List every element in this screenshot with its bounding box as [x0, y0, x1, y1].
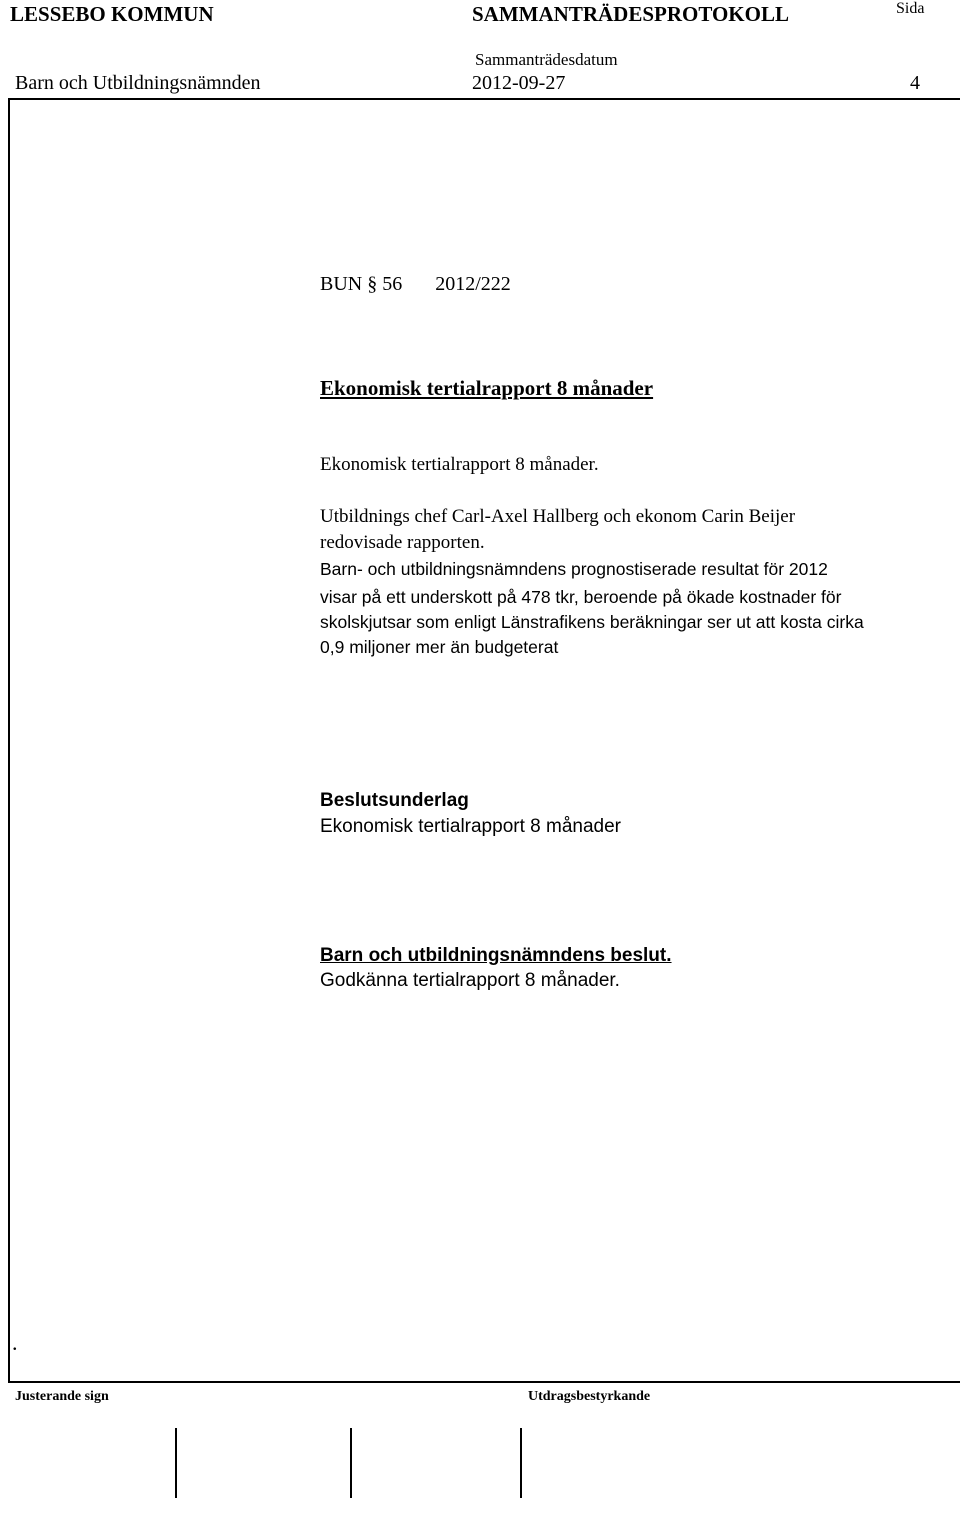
- sign-box-rule-3: [520, 1428, 522, 1498]
- date-label: Sammanträdesdatum: [475, 50, 618, 69]
- body-line-3: skolskjutsar som enligt Länstrafikens beräkningar ser ut att kosta cirka: [320, 612, 864, 632]
- footer-dot: .: [12, 1330, 18, 1355]
- page-label: Sida: [896, 0, 925, 17]
- body-line-2: visar på ett underskott på 478 tkr, beroende på ökade kostnader för: [320, 587, 842, 607]
- committee-name: Barn och Utbildningsnämnden: [15, 72, 261, 94]
- paragraph-intro: Ekonomisk tertialrapport 8 månader.: [320, 454, 599, 475]
- case-number: 2012/222: [435, 273, 511, 295]
- item-title: Ekonomisk tertialrapport 8 månader: [320, 376, 654, 400]
- org-name: LESSEBO KOMMUN: [10, 2, 214, 26]
- left-margin-rule: [8, 98, 10, 1381]
- sign-label: Justerande sign: [15, 1389, 109, 1404]
- page-number: 4: [910, 72, 920, 94]
- basis-heading: Beslutsunderlag: [320, 790, 469, 811]
- basis-text: Ekonomisk tertialrapport 8 månader: [320, 816, 621, 837]
- decision-heading: Barn och utbildningsnämndens beslut.: [320, 945, 672, 966]
- item-number: 56: [382, 273, 403, 295]
- item-reference: [320, 273, 511, 296]
- meeting-date: 2012-09-27: [472, 72, 566, 94]
- section-symbol: §: [367, 273, 378, 295]
- header-rule: [8, 98, 960, 100]
- decision-text: Godkänna tertialrapport 8 månader.: [320, 970, 620, 991]
- reference-code: BUN: [320, 273, 363, 295]
- extract-label: Utdragsbestyrkande: [528, 1389, 651, 1404]
- footer-rule: [8, 1381, 960, 1383]
- paragraph-presented: redovisade rapporten.: [320, 532, 485, 553]
- body-line-4: 0,9 miljoner mer än budgeterat: [320, 637, 559, 657]
- sign-box-rule-1: [175, 1428, 177, 1498]
- body-line-1: Barn- och utbildningsnämndens prognostiserade resultat för 2012: [320, 559, 828, 579]
- paragraph-presenters: Utbildnings chef Carl-Axel Hallberg och ekonom Carin Beijer: [320, 506, 796, 527]
- sign-box-rule-2: [350, 1428, 352, 1498]
- document-type: SAMMANTRÄDESPROTOKOLL: [472, 2, 789, 26]
